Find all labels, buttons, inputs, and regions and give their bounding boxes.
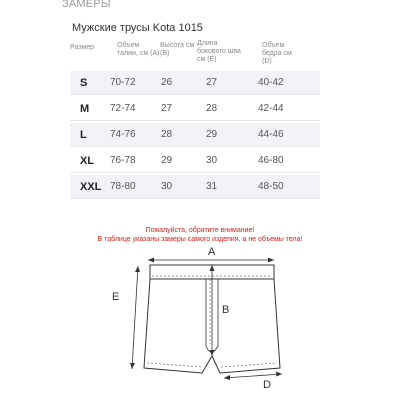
header-hip: Объем бедра см (D)	[262, 42, 292, 65]
side-seam-cell: 29	[206, 129, 218, 140]
hip-cell: 48-50	[258, 181, 284, 192]
table-row	[70, 97, 320, 121]
height-cell: 27	[161, 103, 173, 114]
size-cell: L	[80, 129, 87, 141]
header-waist: Объем талии, см (А)	[117, 42, 160, 57]
header-size: Размер	[70, 44, 95, 51]
product-title: Мужские трусы Kota 1015	[72, 22, 203, 34]
arrow-a	[148, 258, 274, 263]
label-b: B	[222, 304, 230, 316]
label-d: D	[263, 379, 271, 391]
size-cell: XL	[80, 155, 95, 167]
section-label: ЗАМЕРЫ	[62, 0, 111, 10]
label-e: E	[112, 291, 120, 303]
side-seam-cell: 28	[206, 103, 218, 114]
size-table	[70, 71, 320, 201]
height-cell: 28	[161, 129, 173, 140]
notice-line-2: В таблице указаны замеры самого изделия, а не объемы тела!	[97, 236, 303, 243]
hip-cell: 40-42	[258, 77, 284, 88]
label-a: A	[208, 246, 216, 258]
height-cell: 29	[161, 155, 173, 166]
side-seam-cell: 30	[206, 155, 218, 166]
table-row	[70, 123, 320, 147]
size-cell: S	[80, 77, 88, 89]
measurement-diagram	[110, 246, 310, 396]
underwear-illustration	[110, 246, 310, 396]
height-cell: 26	[161, 77, 173, 88]
notice-line-1: Пожалуйста, обратите внимание!	[145, 227, 255, 234]
height-cell: 30	[161, 181, 173, 192]
size-table-header	[0, 42, 400, 72]
hip-cell: 46-80	[258, 155, 284, 166]
header-height: Высота см (В)	[160, 42, 195, 57]
hip-cell: 44-46	[258, 129, 284, 140]
arrow-d	[224, 372, 282, 381]
hip-cell: 42-44	[258, 103, 284, 114]
waist-cell: 72-74	[110, 103, 136, 114]
side-seam-cell: 27	[206, 77, 218, 88]
header-side-seam: Длина бокового шва см (Е)	[197, 40, 241, 63]
size-cell: M	[80, 103, 90, 115]
waist-cell: 78-80	[110, 181, 136, 192]
waist-cell: 70-72	[110, 77, 136, 88]
arrow-e	[130, 266, 140, 369]
waist-cell: 74-76	[110, 129, 136, 140]
side-seam-cell: 31	[206, 181, 218, 192]
waist-cell: 76-78	[110, 155, 136, 166]
table-row	[70, 71, 320, 95]
table-row	[70, 149, 320, 173]
table-row	[70, 175, 320, 199]
size-cell: XXL	[80, 181, 102, 193]
